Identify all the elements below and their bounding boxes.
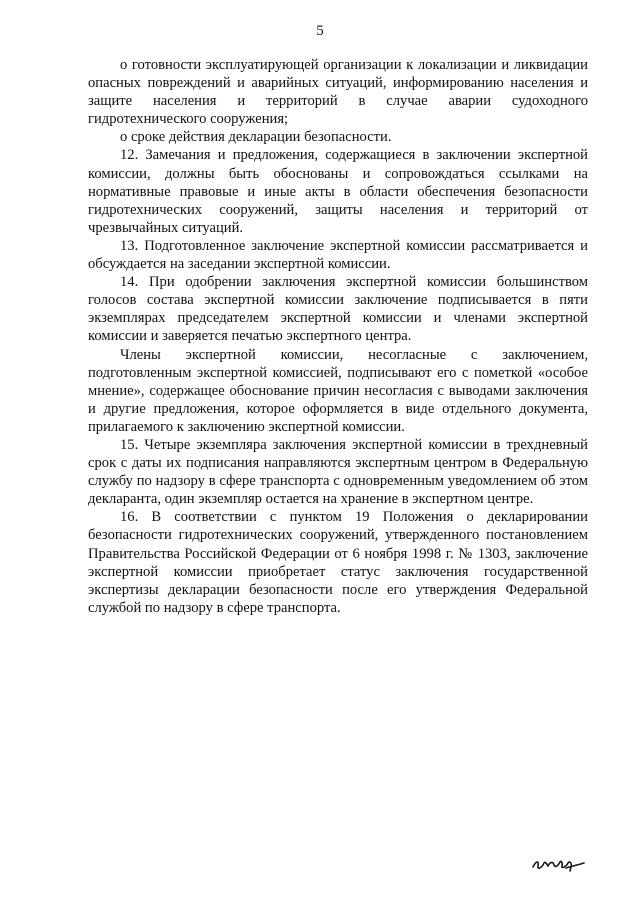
paragraph-item-13: 13. Подготовленное заключение экспертной комиссии рассматривается и обсуждается на заседании экспертной комиссии. [88,237,588,273]
page-number: 5 [316,23,324,39]
paragraph-item-14: 14. При одобрении заключения экспертной комиссии большинством голосов состава экспертной комиссии заключение подписывается в пяти экземплярах председателем экспертной комиссии и членами экспертной комиссии и заверяется печатью экспертного центра. [88,274,588,345]
paragraph-readiness: о готовности эксплуатирующей организации к локализации и ликвидации опасных повреждений и аварийных ситуаций, информированию населения и защите населения и территорий в случае аварии судоходного гидротехнического сооружения; [88,57,588,128]
handwritten-initials-signature [530,852,586,874]
paragraph-item-16: 16. В соответствии с пунктом 19 Положения о декларировании безопасности гидротехнических сооружений, утвержденного постановлением Правительства Российской Федерации от 6 ноября 1998 г. № 1303, заключение экспертной комиссии приобретает статус заключения государственной экспертизы декларации безопасности после его утверждения Федеральной службой по надзору в сфере транспорта. [88,509,588,616]
paragraph-dissenting-opinion: Члены экспертной комиссии, несогласные с заключением, подготовленным экспертной комиссией, подписывают его с пометкой «особое мнение», содержащее обоснование причин несогласия с выводами заключения и другие предложения, которое оформляется в виде отдельного документа, прилагаемого к заключению экспертной комиссии. [88,346,588,435]
paragraph-item-12: 12. Замечания и предложения, содержащиеся в заключении экспертной комиссии, должны быть обоснованы и сопровождаться ссылками на нормативные правовые и иные акты в области обеспечения безопасности гидротехнических сооружений, защиты населения и территорий от чрезвычайных ситуаций. [88,147,588,236]
paragraph-item-15: 15. Четыре экземпляра заключения экспертной комиссии в трехдневный срок с даты их подписания направляются экспертным центром в Федеральную службу по надзору в сфере транспорта с одновременным уведомлением об этом декларанта, один экземпляр остается на хранение в экспертном центре. [88,436,588,508]
paragraph-validity-term: о сроке действия декларации безопасности. [120,129,392,146]
document-body [88,56,588,617]
